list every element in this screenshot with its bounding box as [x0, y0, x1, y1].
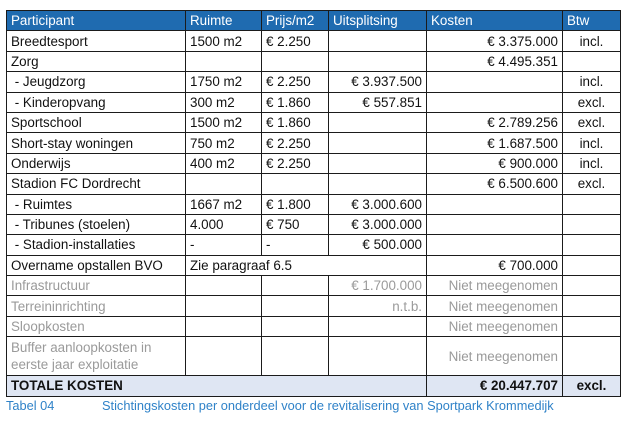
cell-prijs: € 2.250 — [262, 31, 329, 51]
table-row — [7, 153, 621, 173]
cell-prijs — [262, 51, 329, 71]
cell-btw: incl. — [563, 72, 621, 92]
cell-kosten: € 2.789.256 — [427, 112, 563, 132]
table-row — [7, 112, 621, 132]
cell-kosten: Niet meegenomen — [427, 296, 563, 316]
cell-uitsplitsing: n.t.b. — [329, 296, 427, 316]
cell-participant: - Stadion-installaties — [7, 235, 186, 255]
cell-uitsplitsing: € 3.000.000 — [329, 214, 427, 234]
cell-ruimte — [186, 276, 262, 296]
table-row — [7, 92, 621, 112]
total-kosten: € 20.447.707 — [427, 376, 563, 396]
cost-table-container — [6, 10, 621, 397]
table-header-row — [7, 11, 621, 31]
cell-ruimte — [186, 51, 262, 71]
cell-prijs: € 1.860 — [262, 112, 329, 132]
muted-row — [7, 316, 621, 336]
cell-participant: Breedtesport — [7, 31, 186, 51]
cell-participant: - Kinderopvang — [7, 92, 186, 112]
cell-kosten: Niet meegenomen — [427, 276, 563, 296]
cell-kosten — [427, 92, 563, 112]
cell-uitsplitsing — [329, 337, 427, 376]
cell-btw — [563, 214, 621, 234]
cell-prijs — [262, 296, 329, 316]
cell-kosten: € 3.375.000 — [427, 31, 563, 51]
cell-kosten: € 700.000 — [427, 255, 563, 275]
table-row — [7, 133, 621, 153]
cell-prijs: € 750 — [262, 214, 329, 234]
table-row — [7, 214, 621, 234]
cell-kosten: Niet meegenomen — [427, 337, 563, 376]
cell-participant: Stadion FC Dordrecht — [7, 174, 186, 194]
cell-kosten — [427, 214, 563, 234]
cell-prijs: € 1.860 — [262, 92, 329, 112]
cell-btw: incl. — [563, 31, 621, 51]
cell-participant: Onderwijs — [7, 153, 186, 173]
cell-ruimte: 1667 m2 — [186, 194, 262, 214]
cell-uitsplitsing: € 3.937.500 — [329, 72, 427, 92]
cell-uitsplitsing — [329, 51, 427, 71]
header-prijs: Prijs/m2 — [262, 11, 329, 31]
cell-prijs: € 2.250 — [262, 72, 329, 92]
cell-btw: excl. — [563, 92, 621, 112]
table-row — [7, 51, 621, 71]
cell-uitsplitsing — [329, 112, 427, 132]
table-row — [7, 31, 621, 51]
cell-uitsplitsing — [329, 153, 427, 173]
cell-prijs — [262, 337, 329, 376]
cell-participant: Short-stay woningen — [7, 133, 186, 153]
cell-kosten: € 900.000 — [427, 153, 563, 173]
cell-ruimte — [186, 337, 262, 376]
cell-participant: Zorg — [7, 51, 186, 71]
cell-prijs: € 1.800 — [262, 194, 329, 214]
cell-participant: Infrastructuur — [7, 276, 186, 296]
cell-btw — [563, 296, 621, 316]
cell-prijs — [262, 316, 329, 336]
table-row — [7, 72, 621, 92]
cell-prijs: - — [262, 235, 329, 255]
cell-btw — [563, 235, 621, 255]
cell-btw — [563, 255, 621, 275]
muted-row — [7, 337, 621, 376]
cell-uitsplitsing: € 500.000 — [329, 235, 427, 255]
cell-ruimte: 400 m2 — [186, 153, 262, 173]
cell-uitsplitsing — [329, 174, 427, 194]
cell-participant: Buffer aanloopkosten in eerste jaar exploitatie — [7, 337, 186, 376]
cell-btw: incl. — [563, 133, 621, 153]
cell-kosten: € 4.495.351 — [427, 51, 563, 71]
muted-row — [7, 296, 621, 316]
cell-btw — [563, 337, 621, 376]
cell-btw — [563, 51, 621, 71]
table-row — [7, 174, 621, 194]
cell-ruimte: 1500 m2 — [186, 112, 262, 132]
cell-ruimte: 1750 m2 — [186, 72, 262, 92]
cell-btw: excl. — [563, 174, 621, 194]
cell-participant: - Tribunes (stoelen) — [7, 214, 186, 234]
cell-ruimte: - — [186, 235, 262, 255]
cell-participant: Terreininrichting — [7, 296, 186, 316]
cell-participant: Overname opstallen BVO — [7, 255, 186, 275]
table-row — [7, 235, 621, 255]
cell-ruimte — [186, 296, 262, 316]
cell-participant: Sloopkosten — [7, 316, 186, 336]
header-uitsplitsing: Uitsplitsing — [329, 11, 427, 31]
cell-kosten — [427, 194, 563, 214]
cell-prijs — [262, 174, 329, 194]
cost-table — [6, 10, 621, 397]
caption-text: Stichtingskosten per onderdeel voor de revitalisering van Sportpark Krommedijk — [102, 398, 554, 413]
cell-ruimte: 300 m2 — [186, 92, 262, 112]
cell-btw — [563, 276, 621, 296]
cell-ruimte — [186, 316, 262, 336]
cell-overname-note: Zie paragraaf 6.5 — [186, 255, 427, 275]
caption-number: Tabel 04 — [6, 398, 55, 413]
cell-kosten — [427, 72, 563, 92]
cell-prijs: € 2.250 — [262, 153, 329, 173]
cell-participant: Sportschool — [7, 112, 186, 132]
cell-kosten: € 1.687.500 — [427, 133, 563, 153]
cell-participant: - Ruimtes — [7, 194, 186, 214]
total-row — [7, 376, 621, 396]
total-btw: excl. — [563, 376, 621, 396]
cell-uitsplitsing: € 1.700.000 — [329, 276, 427, 296]
cell-uitsplitsing: € 3.000.600 — [329, 194, 427, 214]
cell-uitsplitsing — [329, 31, 427, 51]
total-label: TOTALE KOSTEN — [7, 376, 427, 396]
cell-btw — [563, 316, 621, 336]
cell-ruimte: 750 m2 — [186, 133, 262, 153]
header-participant: Participant — [7, 11, 186, 31]
header-kosten: Kosten — [427, 11, 563, 31]
cell-btw — [563, 194, 621, 214]
header-btw: Btw — [563, 11, 621, 31]
cell-uitsplitsing — [329, 133, 427, 153]
cell-ruimte: 1500 m2 — [186, 31, 262, 51]
header-ruimte: Ruimte — [186, 11, 262, 31]
cell-kosten: Niet meegenomen — [427, 316, 563, 336]
cell-ruimte — [186, 174, 262, 194]
table-caption — [6, 398, 620, 413]
cell-prijs — [262, 276, 329, 296]
cell-btw: incl. — [563, 153, 621, 173]
table-row — [7, 194, 621, 214]
cell-uitsplitsing — [329, 316, 427, 336]
cell-btw: excl. — [563, 112, 621, 132]
cell-uitsplitsing: € 557.851 — [329, 92, 427, 112]
cell-kosten: € 6.500.600 — [427, 174, 563, 194]
muted-row — [7, 276, 621, 296]
cell-participant: - Jeugdzorg — [7, 72, 186, 92]
cell-prijs: € 2.250 — [262, 133, 329, 153]
cell-kosten — [427, 235, 563, 255]
cell-ruimte: 4.000 — [186, 214, 262, 234]
overname-row — [7, 255, 621, 275]
